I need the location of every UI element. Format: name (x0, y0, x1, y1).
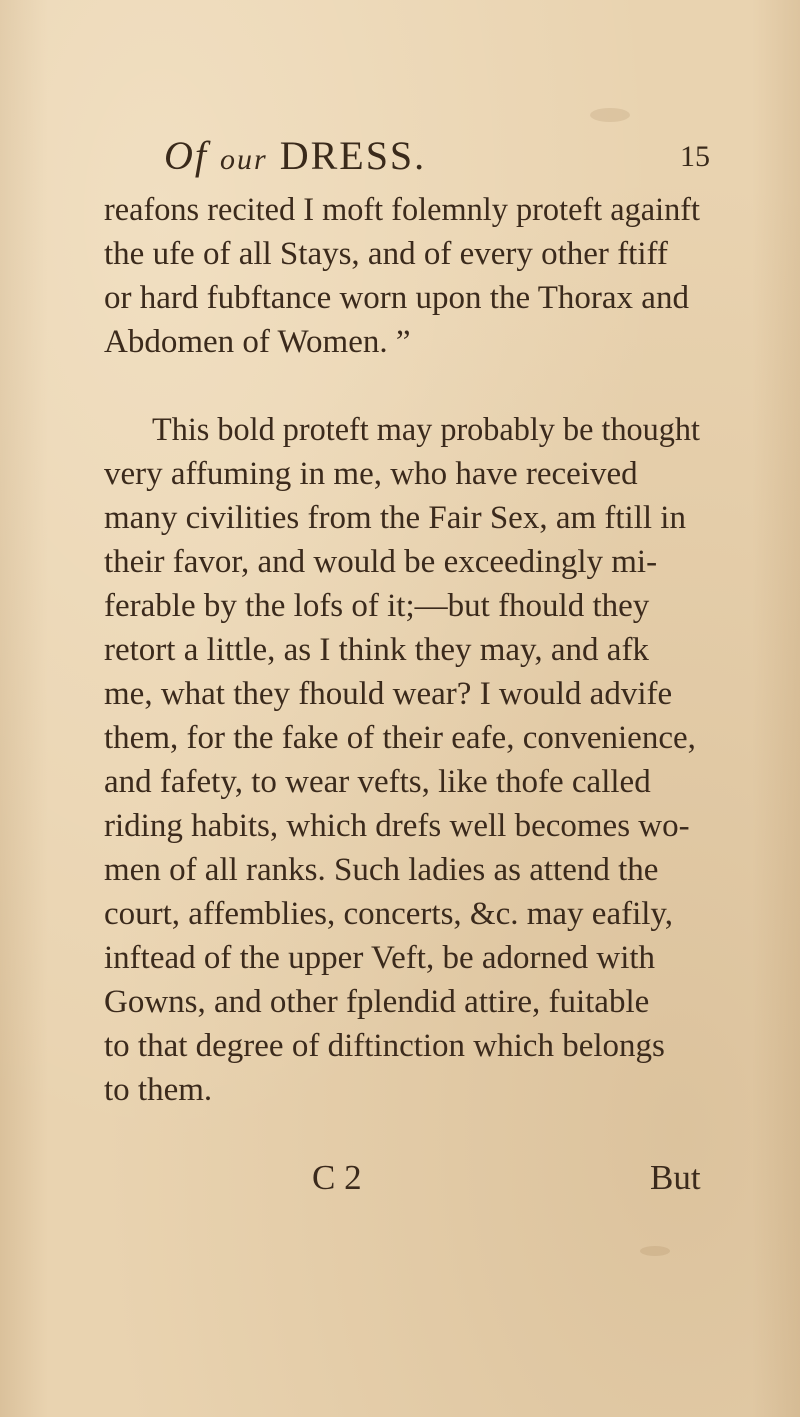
text-line-content: ferable by the lofs of it;—but fhould they (104, 588, 650, 624)
text-line (0, 628, 800, 672)
text-line-content: Gowns, and other fplendid attire, fuitable (104, 984, 650, 1020)
text-line-content: or hard fubftance worn upon the Thorax and (104, 280, 689, 316)
head-word-our: our (220, 143, 268, 176)
running-head (0, 132, 800, 182)
text-line-content: their favor, and would be exceedingly mi- (104, 544, 658, 580)
text-line (0, 452, 800, 496)
text-line (0, 540, 800, 584)
text-line-content: to that degree of diftinction which belongs (104, 1028, 665, 1064)
text-line-content: men of all ranks. Such ladies as attend the (104, 852, 659, 888)
text-line-content: inftead of the upper Veft, be adorned with (104, 940, 656, 976)
text-line-content: to them. (104, 1072, 213, 1108)
text-line-content: retort a little, as I think they may, and afk (104, 632, 649, 668)
text-line (0, 1068, 800, 1112)
text-line-content: the ufe of all Stays, and of every other ftiff (104, 236, 668, 272)
text-line (0, 496, 800, 540)
page-footer (0, 1158, 800, 1208)
paper-stain (640, 1246, 670, 1256)
text-line-content: court, affemblies, concerts, &c. may eafily, (104, 896, 674, 932)
text-line-content: and fafety, to wear vefts, like thofe called (104, 764, 651, 800)
text-line (0, 980, 800, 1024)
text-line (0, 716, 800, 760)
text-line (0, 672, 800, 716)
text-line (0, 276, 800, 320)
text-line (0, 188, 800, 232)
text-line-content: Abdomen of Women. ” (104, 324, 411, 360)
text-line-content: many civilities from the Fair Sex, am ftill in (104, 500, 686, 536)
text-line-content: them, for the fake of their eafe, convenience, (104, 720, 696, 756)
catchword: But (650, 1158, 701, 1197)
text-line-content: me, what they fhould wear? I would advife (104, 676, 673, 712)
text-line (0, 936, 800, 980)
text-line (0, 848, 800, 892)
head-word-dress: DRESS. (279, 133, 427, 178)
text-line (0, 232, 800, 276)
signature-mark: C 2 (312, 1158, 362, 1197)
text-line-content: This bold proteft may probably be thought (152, 412, 700, 448)
text-line-content: reafons recited I moft folemnly proteft againft (104, 192, 700, 228)
paper-stain (590, 108, 630, 122)
text-line (0, 1024, 800, 1068)
text-line (0, 584, 800, 628)
text-line-content: very affuming in me, who have received (104, 456, 638, 492)
text-line (0, 760, 800, 804)
head-word-of: Of (164, 133, 208, 178)
text-line-content: riding habits, which drefs well becomes wo- (104, 808, 690, 844)
text-line (0, 320, 800, 364)
text-line (0, 408, 800, 452)
text-line (0, 892, 800, 936)
text-line (0, 804, 800, 848)
page-number: 15 (680, 140, 710, 173)
running-head-title (164, 132, 426, 179)
